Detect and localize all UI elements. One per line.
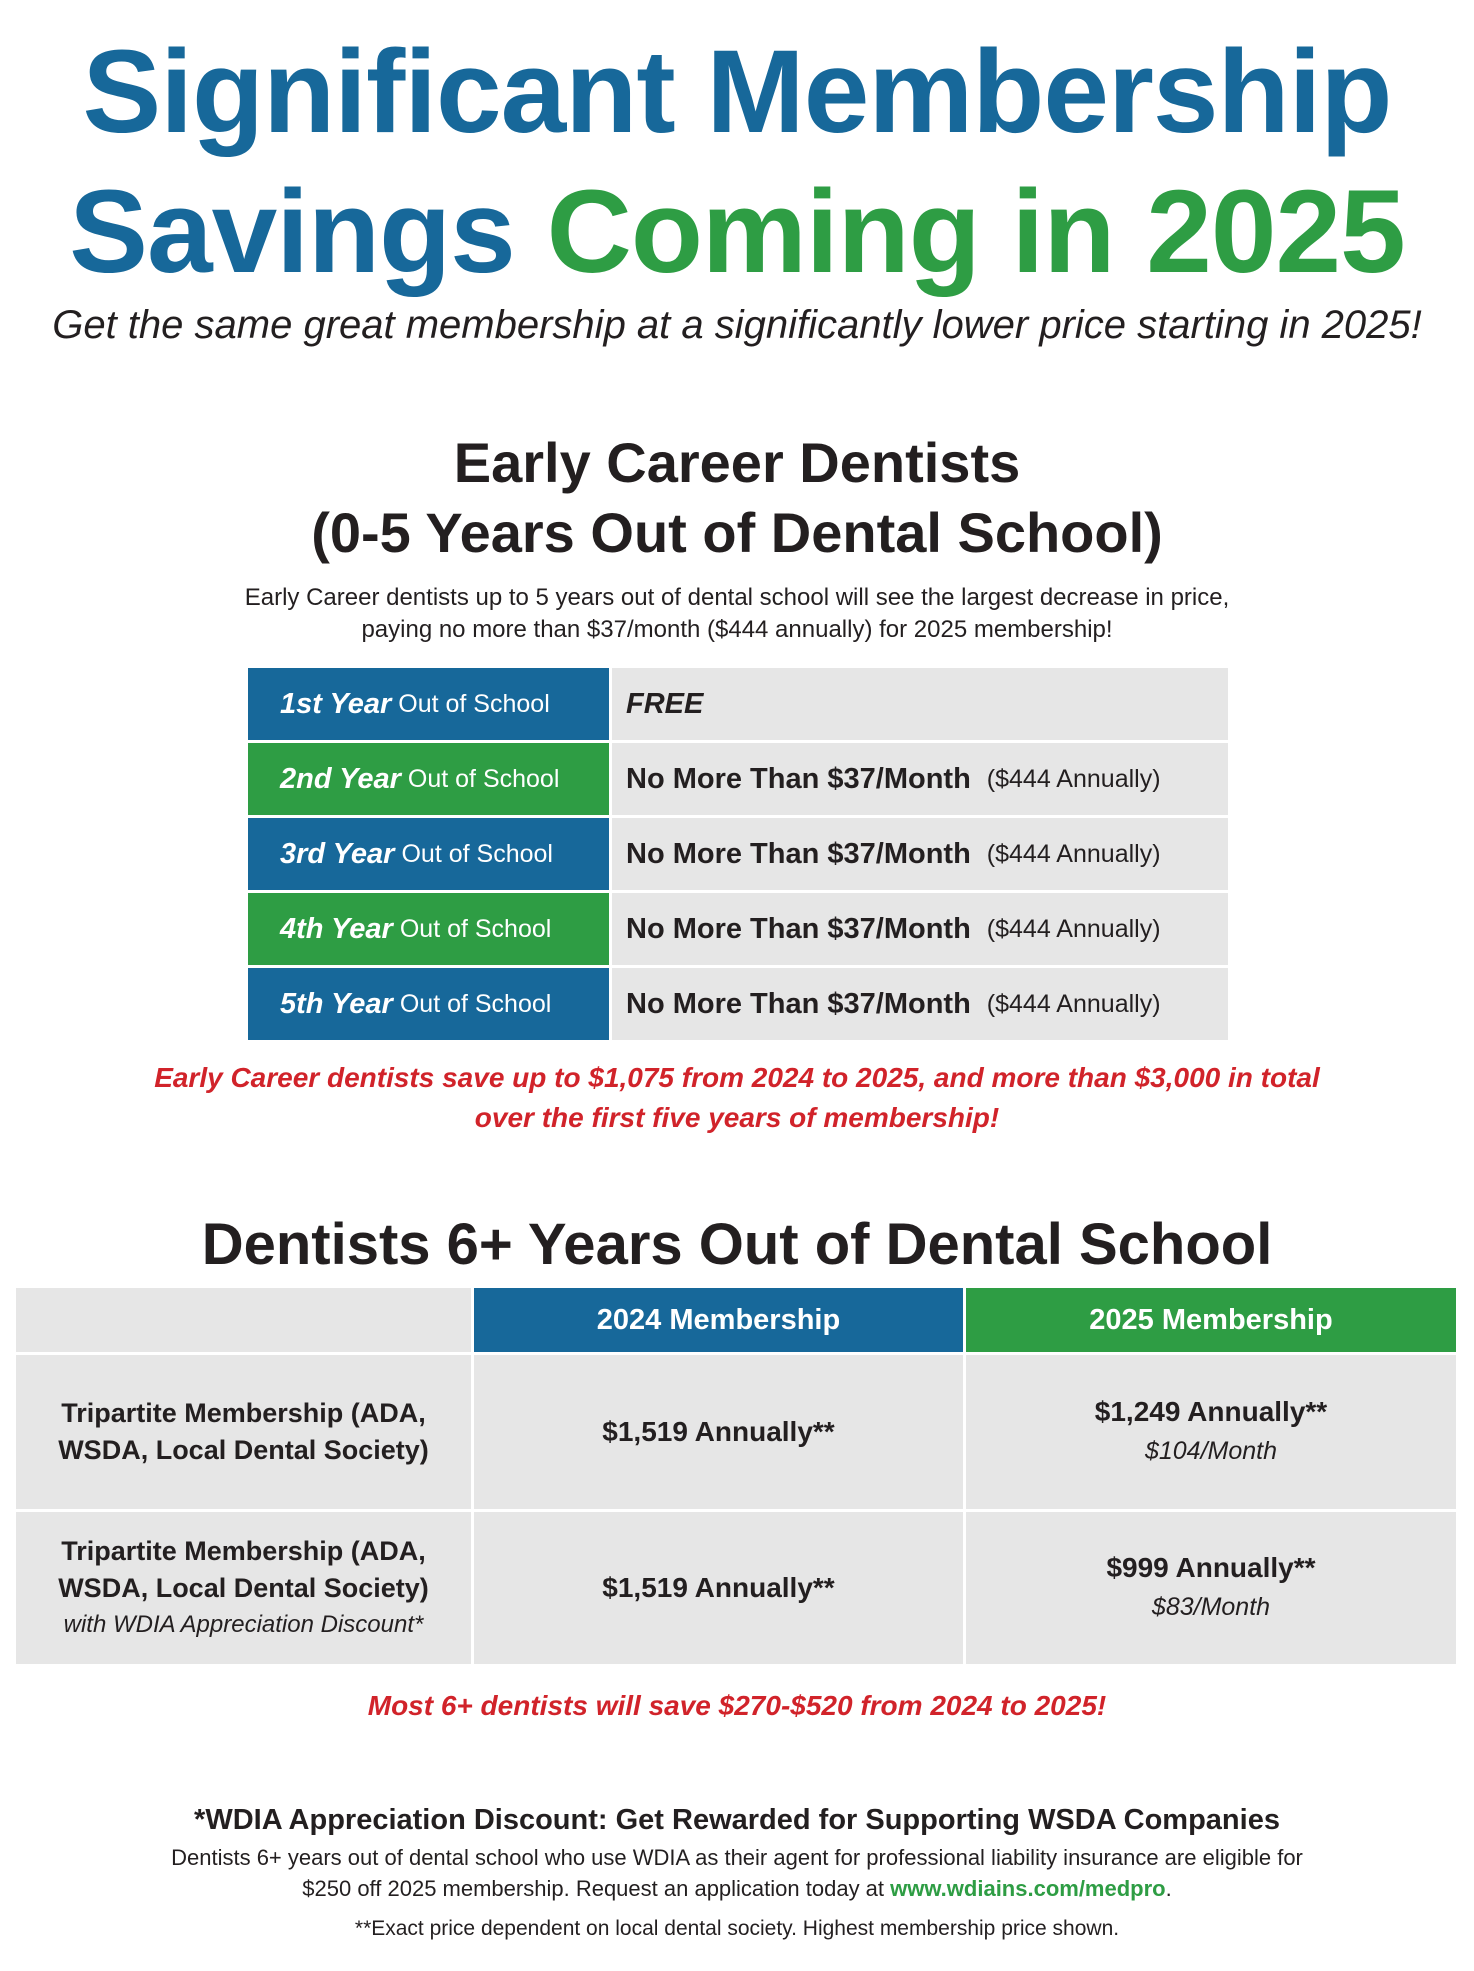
price-text: No More Than $37/Month (626, 987, 971, 1020)
six-plus-savings: Most 6+ dentists will save $270-$520 from 2024 to 2025! (367, 1690, 1107, 1721)
price-text: FREE (626, 687, 704, 720)
price-cell (612, 743, 1228, 815)
table-row (16, 1355, 1456, 1509)
membership-label-line2: WSDA, Local Dental Society) (58, 1435, 429, 1465)
table-row (248, 818, 1228, 890)
table-row (248, 893, 1228, 965)
header-empty-cell (16, 1288, 471, 1352)
headline-line1: Significant Membership (82, 26, 1392, 158)
year-cell (248, 668, 609, 740)
year-cell (248, 893, 609, 965)
early-career-savings-line2: over the first five years of membership! (474, 1102, 1000, 1133)
table-header-row (16, 1288, 1456, 1352)
footnote: **Exact price dependent on local dental society. Highest membership price shown. (354, 1917, 1120, 1940)
price-cell (612, 968, 1228, 1040)
wdia-link[interactable]: www.wdiains.com/medpro (890, 1876, 1166, 1901)
membership-label-note: with WDIA Appreciation Discount* (63, 1611, 424, 1638)
early-career-title-line1: Early Career Dentists (453, 431, 1021, 494)
price-cell (612, 818, 1228, 890)
year-cell (248, 968, 609, 1040)
six-plus-table (13, 1285, 1459, 1667)
year-label: 5th Year (280, 987, 393, 1020)
year-suffix: Out of School (401, 839, 553, 868)
year-label: 3rd Year (280, 837, 395, 870)
price-2024: $1,519 Annually** (474, 1512, 963, 1664)
headline (0, 22, 1474, 302)
membership-label-line1: Tripartite Membership (ADA, (61, 1536, 426, 1566)
annual-text: ($444 Annually) (986, 764, 1161, 793)
header-2024: 2024 Membership (474, 1288, 963, 1352)
subheadline: Get the same great membership at a significantly lower price starting in 2025! (52, 303, 1422, 347)
year-cell (248, 818, 609, 890)
price-2024: $1,519 Annually** (474, 1355, 963, 1509)
year-suffix: Out of School (398, 689, 550, 718)
six-plus-title: Dentists 6+ Years Out of Dental School (201, 1212, 1273, 1277)
price-text: No More Than $37/Month (626, 762, 971, 795)
early-career-savings-line1: Early Career dentists save up to $1,075 from 2024 to 2025, and more than $3,000 in total (154, 1062, 1320, 1093)
early-career-description-line2: paying no more than $37/month ($444 annually) for 2025 membership! (361, 616, 1113, 643)
wdia-desc-line1: Dentists 6+ years out of dental school who use WDIA as their agent for professional liability insurance are eligible for (171, 1845, 1303, 1870)
year-suffix: Out of School (399, 914, 552, 943)
table-row (248, 668, 1228, 740)
price-2025-cell (966, 1355, 1456, 1509)
price-cell (612, 668, 1228, 740)
monthly-2025: $83/Month (1151, 1593, 1271, 1621)
annual-text: ($444 Annually) (986, 989, 1161, 1018)
price-text: No More Than $37/Month (626, 837, 971, 870)
membership-label-line2: WSDA, Local Dental Society) (58, 1573, 429, 1603)
header-2025: 2025 Membership (966, 1288, 1456, 1352)
early-career-title (0, 428, 1474, 568)
early-career-description-line1: Early Career dentists up to 5 years out of dental school will see the largest decrease in price, (244, 584, 1230, 611)
year-label: 1st Year (280, 687, 392, 720)
year-label: 2nd Year (280, 762, 401, 795)
price-text: No More Than $37/Month (626, 912, 971, 945)
annual-text: ($444 Annually) (986, 839, 1161, 868)
table-row (16, 1512, 1456, 1664)
wdia-desc-line2-pre: $250 off 2025 membership. Request an application today at (302, 1876, 891, 1901)
year-suffix: Out of School (407, 764, 560, 793)
table-row (248, 968, 1228, 1040)
early-career-savings (100, 1058, 1374, 1138)
annual-text: ($444 Annually) (986, 914, 1161, 943)
table-row (248, 743, 1228, 815)
monthly-2025: $104/Month (1144, 1437, 1278, 1465)
price-2025: $999 Annually** (1106, 1552, 1316, 1583)
membership-label (16, 1512, 471, 1664)
price-cell (612, 893, 1228, 965)
early-career-title-line2: (0-5 Years Out of Dental School) (311, 501, 1163, 564)
wdia-discount-title: *WDIA Appreciation Discount: Get Rewarded for Supporting WSDA Companies (194, 1804, 1280, 1836)
wdia-desc-line2-post: . (1165, 1876, 1172, 1901)
year-label: 4th Year (280, 912, 393, 945)
membership-label-line1: Tripartite Membership (ADA, (61, 1398, 426, 1428)
membership-label (16, 1355, 471, 1509)
price-2025-cell (966, 1512, 1456, 1664)
year-suffix: Out of School (399, 989, 552, 1018)
early-career-table (248, 668, 1228, 1043)
headline-line2-part1: Savings (69, 166, 515, 298)
price-2025: $1,249 Annually** (1094, 1396, 1328, 1427)
headline-line2-part2: Coming in 2025 (546, 166, 1405, 298)
early-career-description (140, 582, 1334, 646)
year-cell (248, 743, 609, 815)
wdia-discount-description (90, 1842, 1384, 1904)
